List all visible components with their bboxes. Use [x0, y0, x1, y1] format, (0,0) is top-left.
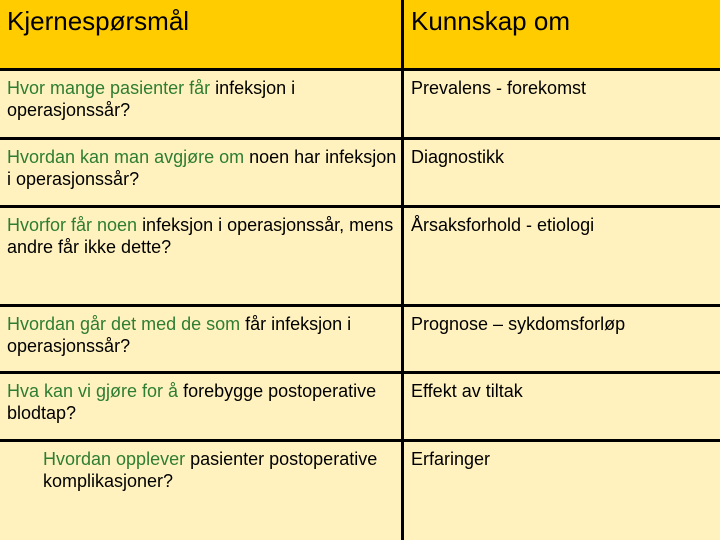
question-text-segment: pasienter postoperative komplikasjoner?: [43, 449, 378, 491]
answer-cell: Prognose – sykdomsforløp: [404, 307, 720, 371]
question-text-segment: Hvordan går det med de som: [7, 314, 246, 334]
question-cell: [0, 307, 401, 371]
header-cell-question: Kjernespørsmål: [0, 0, 401, 68]
question-text-segment: noen har infeksjon i operasjonssår?: [7, 147, 397, 189]
question-text-segment: infeksjon i operasjonssår, mens andre får ikke dette?: [7, 215, 394, 257]
question-cell: [0, 71, 401, 137]
answer-cell: Årsaksforhold - etiologi: [404, 208, 720, 304]
question-text-segment: forebygge postoperative blodtap?: [7, 381, 377, 423]
question-text-segment: Hvordan kan man avgjøre om: [7, 147, 250, 167]
header-cell-knowledge: Kunnskap om: [404, 0, 720, 68]
question-text-segment: Hva kan vi gjøre for å: [7, 381, 184, 401]
question-text-segment: Hvordan opplever: [43, 449, 191, 469]
answer-cell: Prevalens - forekomst: [404, 71, 720, 137]
question-text-segment: får infeksjon i operasjonssår?: [7, 314, 352, 356]
question-text-segment: Hvor mange pasienter får: [7, 78, 216, 98]
question-cell: [0, 140, 401, 205]
answer-cell: Diagnostikk: [404, 140, 720, 205]
answer-cell: Erfaringer: [404, 442, 720, 540]
question-cell: [0, 442, 401, 540]
answer-cell: Effekt av tiltak: [404, 374, 720, 439]
question-cell: [0, 374, 401, 439]
question-text-segment: Hvorfor får noen: [7, 215, 143, 235]
question-cell: [0, 208, 401, 304]
question-text-segment: infeksjon i operasjonssår?: [7, 78, 296, 120]
